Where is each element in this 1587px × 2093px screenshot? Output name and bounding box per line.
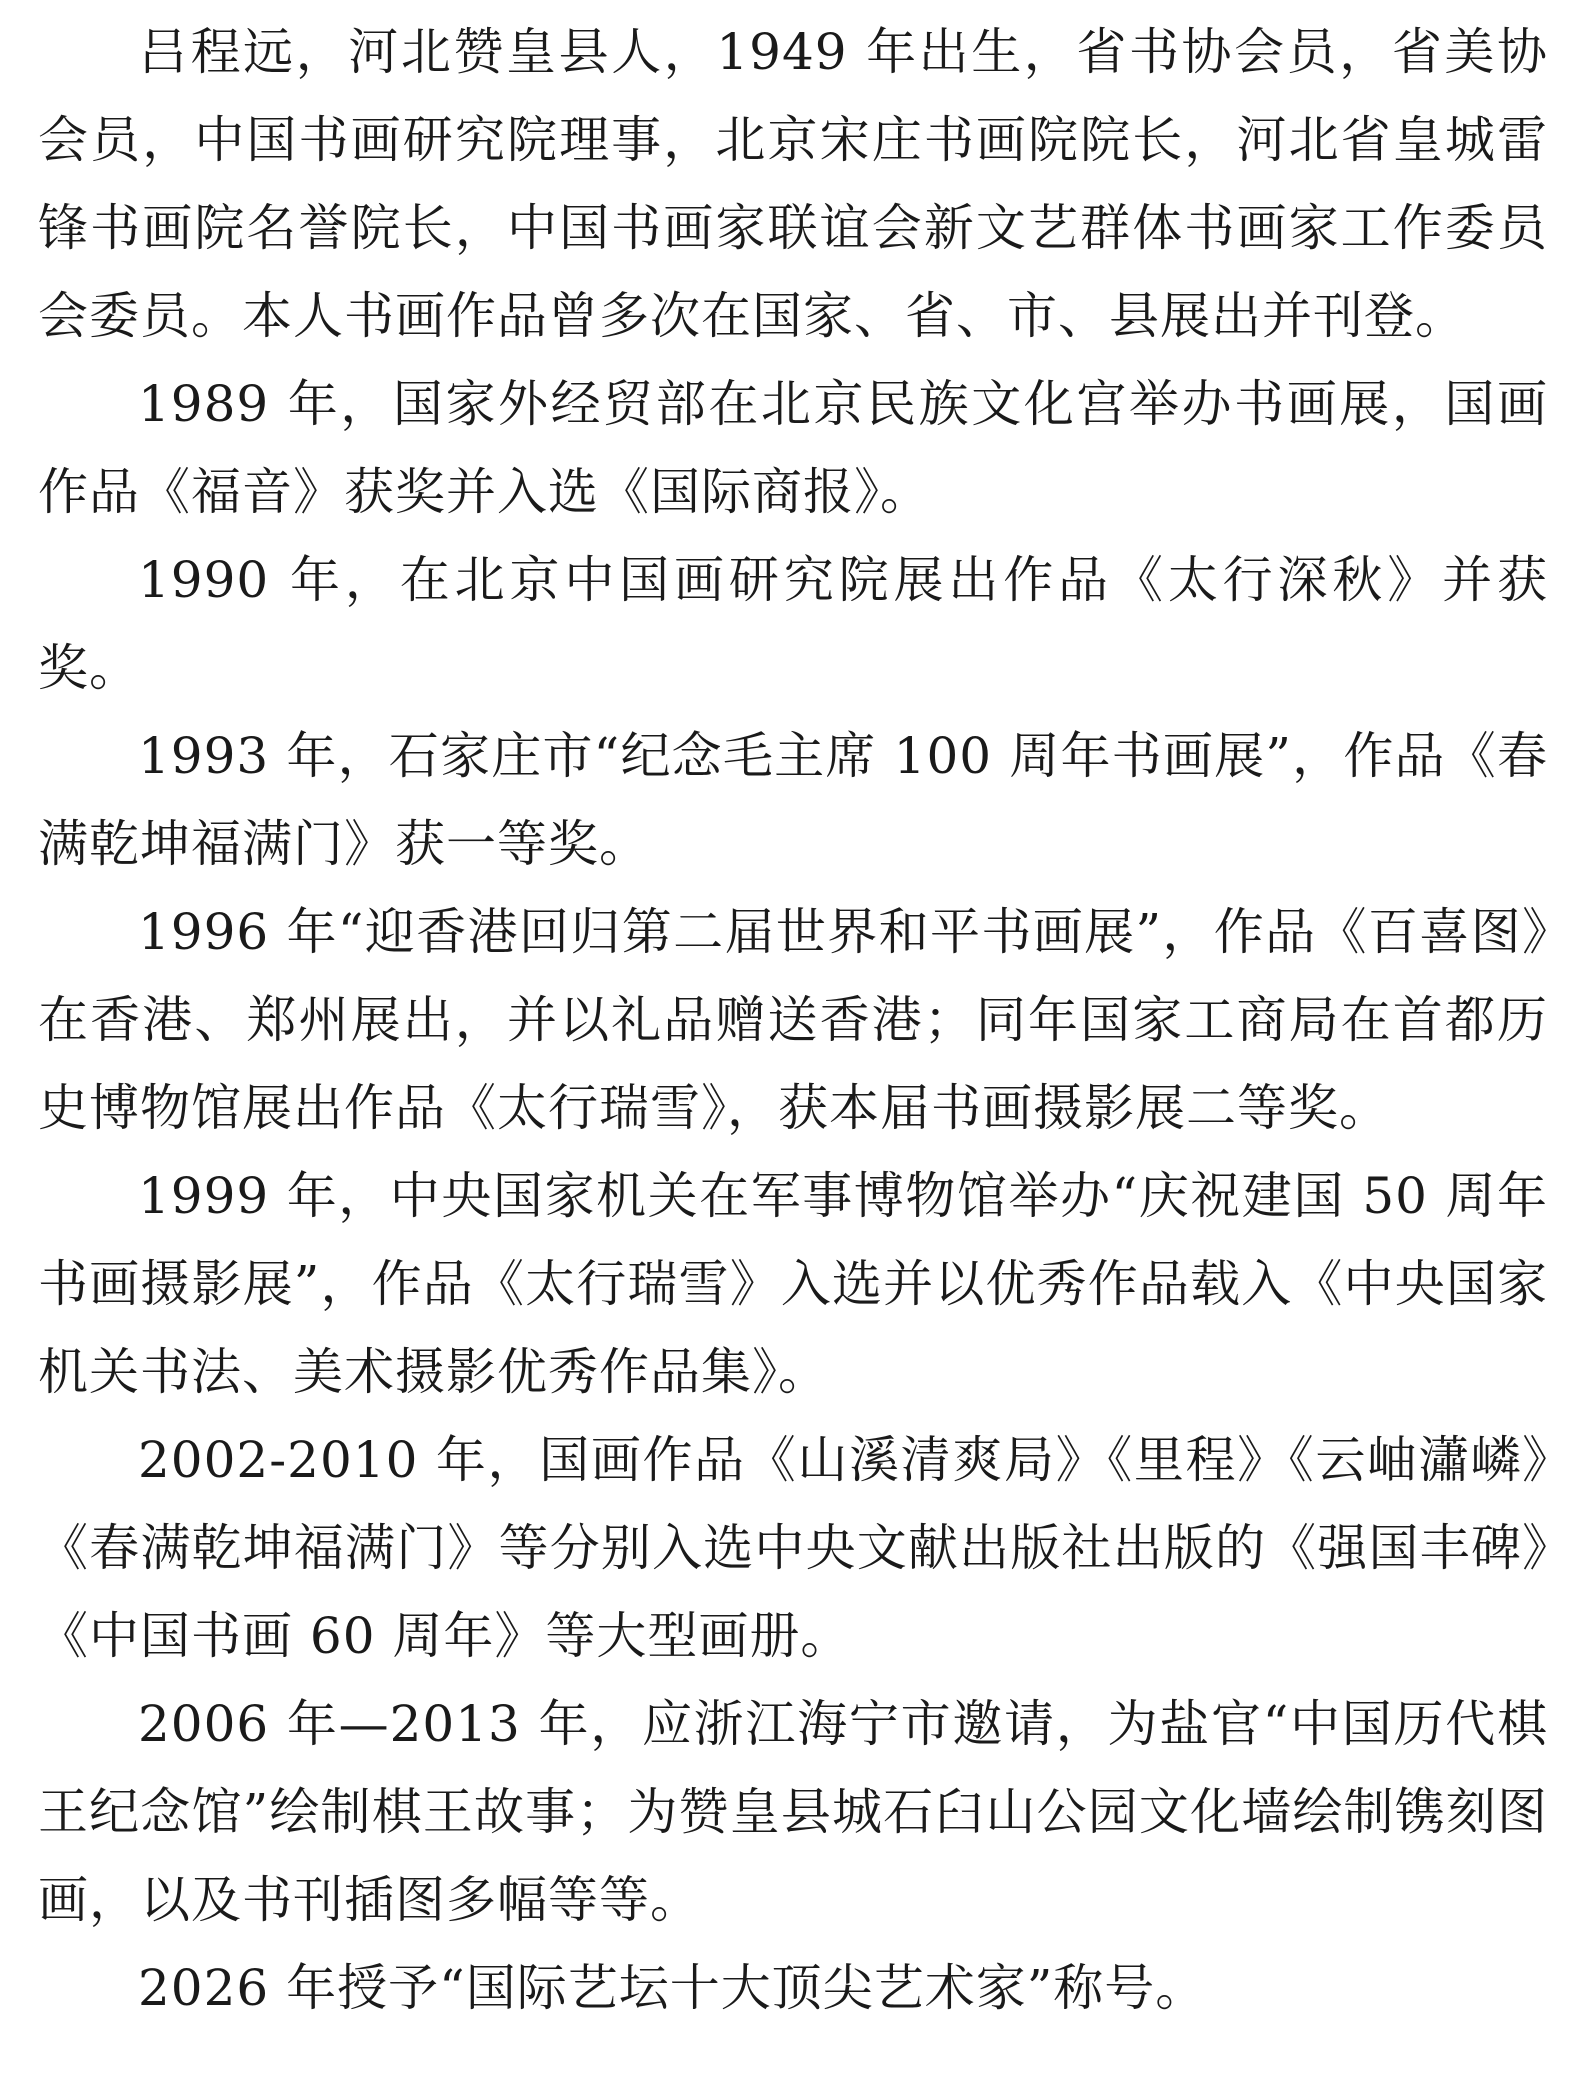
paragraph-1999: 1999 年，中央国家机关在军事博物馆举办“庆祝建国 50 周年书画摄影展”，作品《太行瑞雪》入选并以优秀作品载入《中央国家机关书法、美术摄影优秀作品集》。: [38, 1167, 1548, 1401]
paragraph-2002-2010: 2002-2010 年，国画作品《山溪清爽局》《里程》《云岫瀟嶙》《春满乾坤福满门》等分别入选中央文献出版社出版的《强国丰碑》《中国书画 60 周年》等大型画册。: [38, 1431, 1548, 1665]
paragraph-1990: 1990 年，在北京中国画研究院展出作品《太行深秋》并获奖。: [38, 551, 1548, 697]
biography-text: [38, 8, 1548, 2032]
paragraph-intro: 吕程远，河北赞皇县人，1949 年出生，省书协会员，省美协会员，中国书画研究院理事，北京宋庄书画院院长，河北省皇城雷锋书画院名誉院长，中国书画家联谊会新文艺群体书画家工作委员会委员。本人书画作品曾多次在国家、省、市、县展出并刊登。: [38, 23, 1548, 345]
paragraph-1989: 1989 年，国家外经贸部在北京民族文化宫举办书画展，国画作品《福音》获奖并入选《国际商报》。: [38, 375, 1548, 521]
paragraph-1993: 1993 年，石家庄市“纪念毛主席 100 周年书画展”，作品《春满乾坤福满门》获一等奖。: [38, 727, 1548, 873]
paragraph-2006-2013: 2006 年—2013 年，应浙江海宁市邀请，为盐官“中国历代棋王纪念馆”绘制棋王故事；为赞皇县城石臼山公园文化墙绘制镌刻图画，以及书刊插图多幅等等。: [38, 1695, 1548, 1929]
paragraph-1996: 1996 年“迎香港回归第二届世界和平书画展”，作品《百喜图》在香港、郑州展出，并以礼品赠送香港；同年国家工商局在首都历史博物馆展出作品《太行瑞雪》，获本届书画摄影展二等奖。: [38, 903, 1548, 1137]
paragraph-2026: 2026 年授予“国际艺坛十大顶尖艺术家”称号。: [138, 1959, 1207, 2017]
